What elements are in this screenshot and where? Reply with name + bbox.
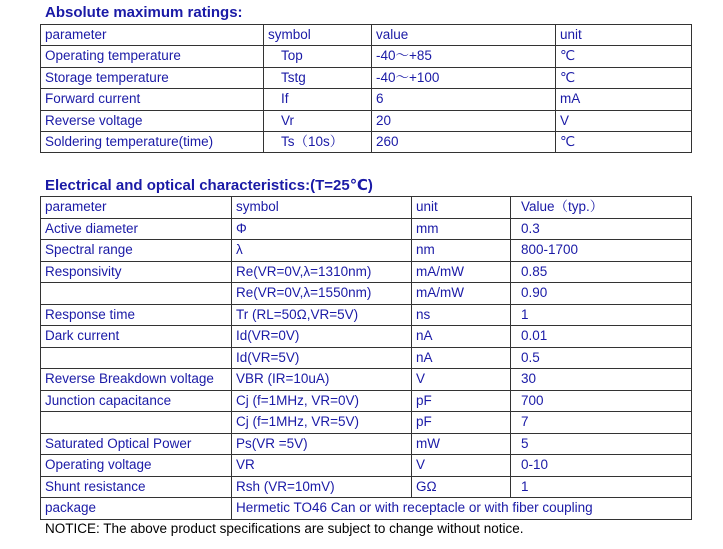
parameter-cell: Response time [41,304,232,326]
unit-cell: mA [556,89,692,110]
symbol-cell: Top [264,46,372,67]
table-row [41,131,692,152]
unit-cell: mA/mW [412,283,511,305]
symbol-cell: Id(VR=5V) [232,347,412,369]
parameter-cell: Forward current [41,89,264,110]
table-row [41,46,692,67]
parameter-cell: Reverse voltage [41,110,264,131]
unit-cell: ns [412,304,511,326]
unit-cell: mm [412,218,511,240]
header-cell: unit [412,197,511,219]
unit-cell: nA [412,326,511,348]
parameter-cell: Junction capacitance [41,390,232,412]
table-row [41,110,692,131]
symbol-cell: Tr (RL=50Ω,VR=5V) [232,304,412,326]
parameter-cell: Storage temperature [41,67,264,88]
symbol-cell: Ts（10s） [264,131,372,152]
table-row [41,304,692,326]
package-value-cell: Hermetic TO46 Can or with receptacle or with fiber coupling [232,498,692,520]
absolute-ratings-table [40,24,692,153]
table-row [41,390,692,412]
unit-cell: ℃ [556,67,692,88]
value-cell: 5 [511,433,692,455]
value-cell: 0.85 [511,261,692,283]
unit-cell: V [412,369,511,391]
parameter-cell: Shunt resistance [41,476,232,498]
unit-cell: ℃ [556,131,692,152]
unit-cell: pF [412,390,511,412]
table-row [41,369,692,391]
unit-cell: nm [412,240,511,262]
unit-cell: V [556,110,692,131]
unit-cell: V [412,455,511,477]
parameter-cell: Dark current [41,326,232,348]
value-cell: 0.5 [511,347,692,369]
unit-cell: mW [412,433,511,455]
table-row [41,218,692,240]
symbol-cell: Cj (f=1MHz, VR=0V) [232,390,412,412]
parameter-cell: Reverse Breakdown voltage [41,369,232,391]
value-cell: 700 [511,390,692,412]
value-cell: -40～+100 [372,67,556,88]
unit-cell: pF [412,412,511,434]
notice-text: NOTICE: The above product specifications are subject to change without notice. [45,521,524,536]
parameter-cell: Active diameter [41,218,232,240]
parameter-cell [41,347,232,369]
symbol-cell: Φ [232,218,412,240]
symbol-cell: λ [232,240,412,262]
unit-cell: ℃ [556,46,692,67]
table-row [41,326,692,348]
symbol-cell: Vr [264,110,372,131]
value-cell: 0.90 [511,283,692,305]
parameter-cell: Responsivity [41,261,232,283]
symbol-cell: Cj (f=1MHz, VR=5V) [232,412,412,434]
table-row [41,455,692,477]
value-cell: 7 [511,412,692,434]
symbol-cell: VBR (IR=10uA) [232,369,412,391]
symbol-cell: Re(VR=0V,λ=1310nm) [232,261,412,283]
table-row [41,347,692,369]
table-header-row [41,197,692,219]
header-cell: value [372,25,556,46]
electrical-optical-table [40,196,692,520]
table-row [41,240,692,262]
table-row [41,89,692,110]
unit-cell: mA/mW [412,261,511,283]
header-cell: Value（typ.） [511,197,692,219]
header-cell: symbol [232,197,412,219]
symbol-cell: Id(VR=0V) [232,326,412,348]
value-cell: 800-1700 [511,240,692,262]
parameter-cell [41,283,232,305]
parameter-cell: Operating voltage [41,455,232,477]
value-cell: 6 [372,89,556,110]
table-row [41,433,692,455]
parameter-cell: Operating temperature [41,46,264,67]
unit-cell: GΩ [412,476,511,498]
value-cell: 0.3 [511,218,692,240]
symbol-cell: Re(VR=0V,λ=1550nm) [232,283,412,305]
header-cell: symbol [264,25,372,46]
symbol-cell: Ps(VR =5V) [232,433,412,455]
table-row [41,283,692,305]
header-cell: parameter [41,25,264,46]
unit-cell: nA [412,347,511,369]
value-cell: -40～+85 [372,46,556,67]
symbol-cell: Rsh (VR=10mV) [232,476,412,498]
package-row [41,498,692,520]
table-header-row [41,25,692,46]
absolute-ratings-title: Absolute maximum ratings: [45,4,243,21]
table-row [41,412,692,434]
electrical-optical-title: Electrical and optical characteristics:(T=25℃) [45,177,373,194]
parameter-cell: package [41,498,232,520]
symbol-cell: VR [232,455,412,477]
value-cell: 1 [511,476,692,498]
symbol-cell: Tstg [264,67,372,88]
value-cell: 260 [372,131,556,152]
value-cell: 0.01 [511,326,692,348]
value-cell: 1 [511,304,692,326]
table-row [41,476,692,498]
parameter-cell: Saturated Optical Power [41,433,232,455]
value-cell: 0-10 [511,455,692,477]
value-cell: 20 [372,110,556,131]
parameter-cell: Spectral range [41,240,232,262]
header-cell: parameter [41,197,232,219]
parameter-cell [41,412,232,434]
table-row [41,67,692,88]
symbol-cell: If [264,89,372,110]
parameter-cell: Soldering temperature(time) [41,131,264,152]
value-cell: 30 [511,369,692,391]
header-cell: unit [556,25,692,46]
table-row [41,261,692,283]
